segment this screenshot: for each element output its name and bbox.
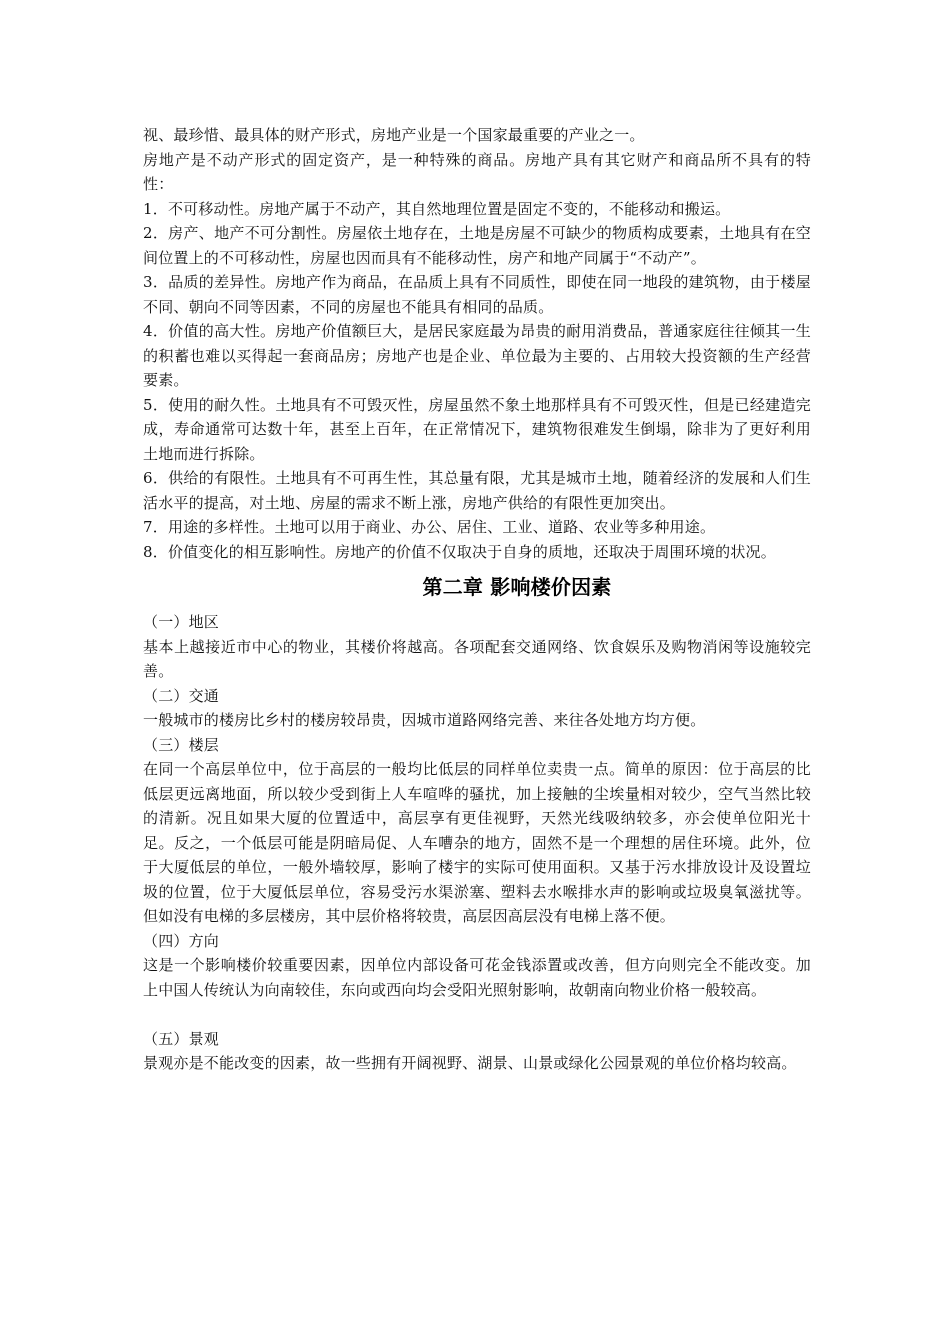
factor-text-orientation: 这是一个影响楼价较重要因素，因单位内部设备可花金钱添置或改善，但方向则完全不能改变。加上中国人传统认为向南较佳，东向或西向均会受阳光照射影响，故朝南向物业价格一般较高。 bbox=[143, 956, 811, 999]
chapter-title: 第二章 影响楼价因素 bbox=[422, 575, 612, 599]
list-item-7: 7．用途的多样性。土地可以用于商业、办公、居住、工业、道路、农业等多种用途。 bbox=[143, 518, 716, 536]
list-item-2: 2．房产、地产不可分割性。房屋依土地存在，土地是房屋不可缺少的物质构成要素，土地具有在空间位置上的不可移动性，房屋也因而具有不能移动性，房产和地产同属于“不动产”。 bbox=[143, 224, 811, 267]
factor-heading-floor: （三）楼层 bbox=[143, 735, 220, 754]
list-item-3: 3．品质的差异性。房地产作为商品，在品质上具有不同质性，即使在同一地段的建筑物，由于楼屋不同、朝向不同等因素，不同的房屋也不能具有相同的品质。 bbox=[143, 273, 811, 316]
list-item-6: 6．供给的有限性。土地具有不可再生性，其总量有限，尤其是城市土地，随着经济的发展和人们生活水平的提高，对土地、房屋的需求不断上涨，房地产供给的有限性更加突出。 bbox=[143, 469, 811, 512]
list-item-4: 4．价值的高大性。房地产价值额巨大，是居民家庭最为昂贵的耐用消费品，普通家庭往往倾其一生的积蓄也难以买得起一套商品房；房地产也是企业、单位最为主要的、占用较大投资额的生产经营要素。 bbox=[143, 322, 811, 389]
factor-heading-transport: （二）交通 bbox=[143, 686, 220, 705]
list-item-5: 5．使用的耐久性。土地具有不可毁灭性，房屋虽然不象土地那样具有不可毁灭性，但是已经建造完成，寿命通常可达数十年，甚至上百年，在正常情况下，建筑物很难发生倒塌，除非为了更好利用土地而进行拆除。 bbox=[143, 395, 811, 463]
list-item-8: 8．价值变化的相互影响性。房地产的价值不仅取决于自身的质地，还取决于周围环境的状况。 bbox=[143, 542, 776, 561]
factor-text-view: 景观亦是不能改变的因素，故一些拥有开阔视野、湖景、山景或绿化公园景观的单位价格均较高。 bbox=[143, 1054, 797, 1072]
factor-heading-region: （一）地区 bbox=[143, 613, 220, 631]
factor-heading-orientation: （四）方向 bbox=[143, 931, 220, 950]
factor-heading-view: （五）景观 bbox=[143, 1029, 220, 1048]
factor-text-floor: 在同一个高层单位中，位于高层的一般均比低层的同样单位卖贵一点。简单的原因：位于高层的比低层更远离地面，所以较少受到街上人车喧哗的骚扰，加上接触的尘埃量相对较少，空气当然比较的清新。况且如果大厦的位置适中，高层享有更佳视野，天然光线吸纳较多，亦会使单位阳光十足。反之，一个低层可能是阴暗局促、人车嘈杂的地方，固然不是一个理想的居住环境。此外，位于大厦低层的单位，一般外墙较厚，影响了楼宇的实际可使用面积。又基于污水排放设计及设置垃圾的位置，位于大厦低层单位，容易受污水渠淤塞、塑料去水喉排水声的影响或垃圾臭氧滋扰等。但如没有电梯的多层楼房，其中层价格将较贵，高层因高层没有电梯上落不便。 bbox=[143, 760, 811, 925]
paragraph-properties-intro: 房地产是不动产形式的固定资产，是一种特殊的商品。房地产具有其它财产和商品所不具有的特性： bbox=[143, 150, 811, 193]
factor-text-transport: 一般城市的楼房比乡村的楼房较昂贵，因城市道路网络完善、来往各处地方均方便。 bbox=[143, 711, 706, 729]
factor-text-region: 基本上越接近市中心的物业，其楼价将越高。各项配套交通网络、饮食娱乐及购物消闲等设施较完善。 bbox=[143, 637, 811, 680]
paragraph-intro-end: 视、最珍惜、最具体的财产形式，房地产业是一个国家最重要的产业之一。 bbox=[143, 126, 645, 144]
list-item-1: 1．不可移动性。房地产属于不动产，其自然地理位置是固定不变的，不能移动和搬运。 bbox=[143, 199, 731, 218]
blank-line bbox=[143, 1002, 811, 1027]
document-page bbox=[143, 123, 811, 1076]
